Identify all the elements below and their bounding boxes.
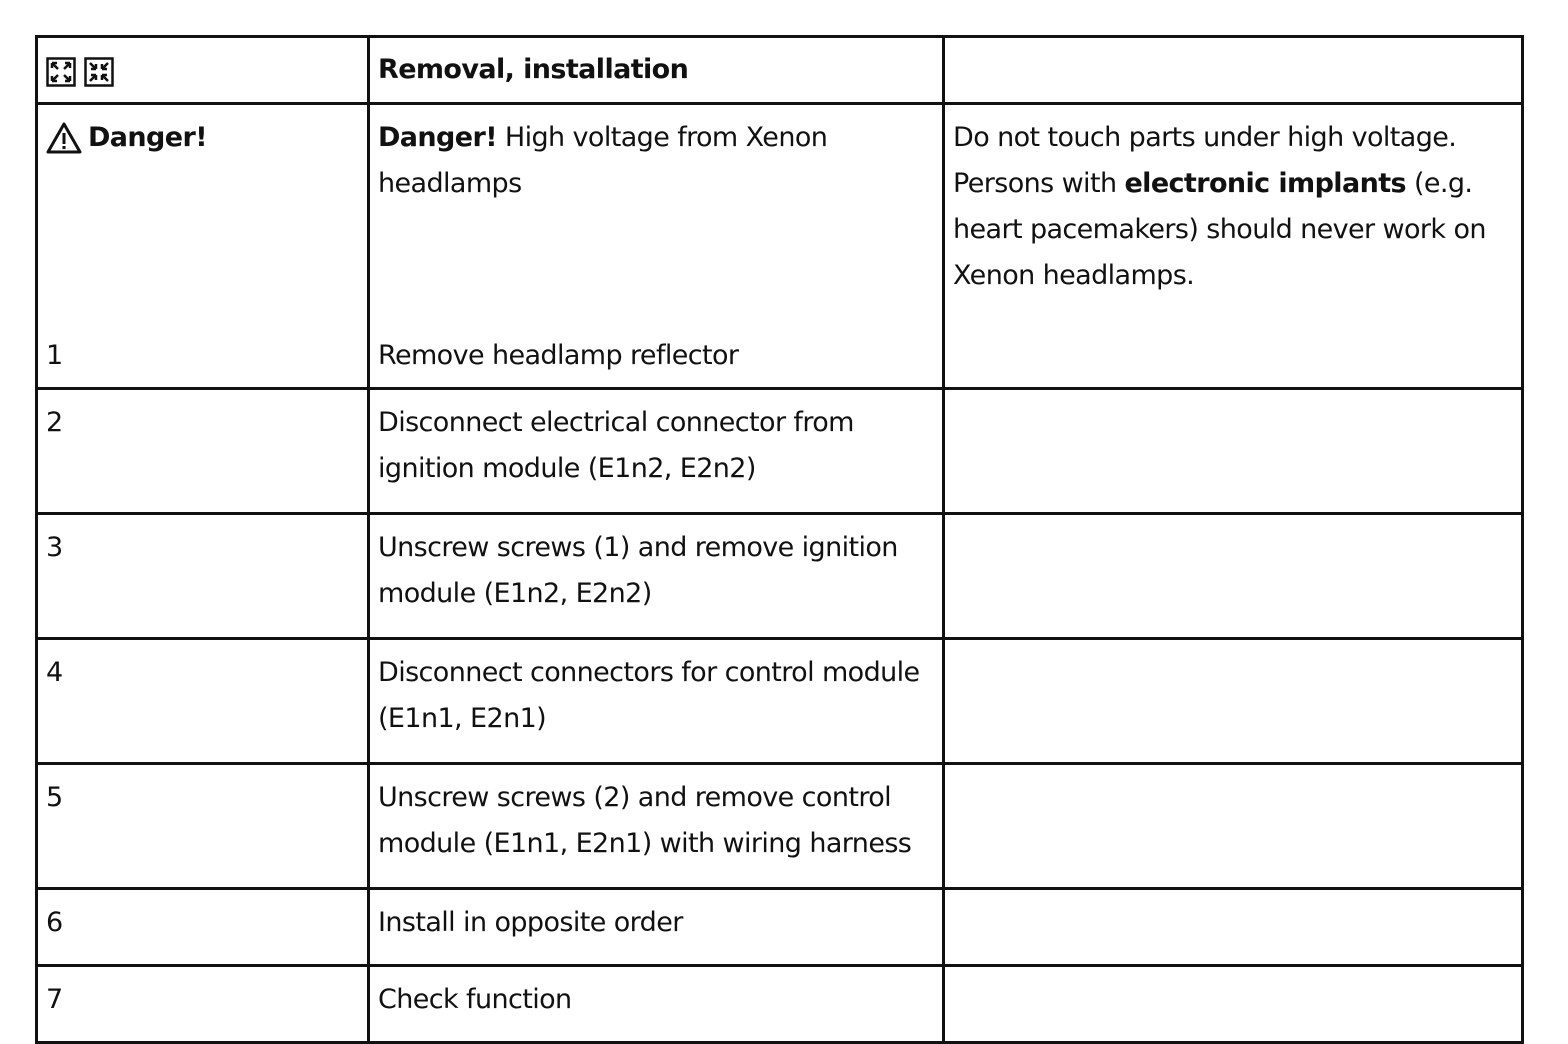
header-title: Removal, installation <box>369 37 944 104</box>
danger-title-cell <box>369 104 944 389</box>
step-number: 3 <box>37 514 369 639</box>
removal-icon <box>46 57 76 87</box>
step-text: Disconnect electrical connector from ignition module (E1n2, E2n2) <box>369 389 944 514</box>
danger-note-text-2: (e.g. heart pacemakers) should never work on Xenon headlamps. <box>953 168 1486 291</box>
step-number: 6 <box>37 889 369 966</box>
danger-row <box>37 104 1523 389</box>
step-text: Install in opposite order <box>369 889 944 966</box>
table-row <box>37 889 1523 966</box>
danger-title-bold: Danger! <box>378 122 497 153</box>
step-number: 7 <box>37 966 369 1043</box>
table-row <box>37 514 1523 639</box>
step-number: 2 <box>37 389 369 514</box>
step-number: 1 <box>46 340 63 371</box>
danger-note <box>944 104 1523 389</box>
table-row <box>37 764 1523 889</box>
header-icons-cell <box>37 37 369 104</box>
danger-note-bold: electronic implants <box>1124 168 1406 199</box>
warning-triangle-icon <box>46 121 82 155</box>
step-text: Unscrew screws (2) and remove control module (E1n1, E2n1) with wiring harness <box>369 764 944 889</box>
danger-label: Danger! <box>88 122 207 153</box>
header-note <box>944 37 1523 104</box>
table-row <box>37 966 1523 1043</box>
danger-title-text: High voltage from Xenon headlamps <box>378 122 828 199</box>
step-note <box>944 764 1523 889</box>
table-row <box>37 389 1523 514</box>
step-text: Disconnect connectors for control module (E1n1, E2n1) <box>369 639 944 764</box>
danger-label-cell <box>37 104 369 389</box>
step-text: Check function <box>369 966 944 1043</box>
step-note <box>944 889 1523 966</box>
step-note <box>944 639 1523 764</box>
step-note <box>944 966 1523 1043</box>
table-row <box>37 639 1523 764</box>
procedure-table <box>35 35 1524 1044</box>
step-number: 5 <box>37 764 369 889</box>
step-note <box>944 514 1523 639</box>
step-note <box>944 389 1523 514</box>
step-number: 4 <box>37 639 369 764</box>
step-text: Remove headlamp reflector <box>378 340 739 371</box>
installation-icon <box>84 57 114 87</box>
step-text: Unscrew screws (1) and remove ignition module (E1n2, E2n2) <box>369 514 944 639</box>
table-header-row <box>37 37 1523 104</box>
danger-note-text-1: Do not touch parts under high voltage. Persons with <box>953 122 1457 199</box>
